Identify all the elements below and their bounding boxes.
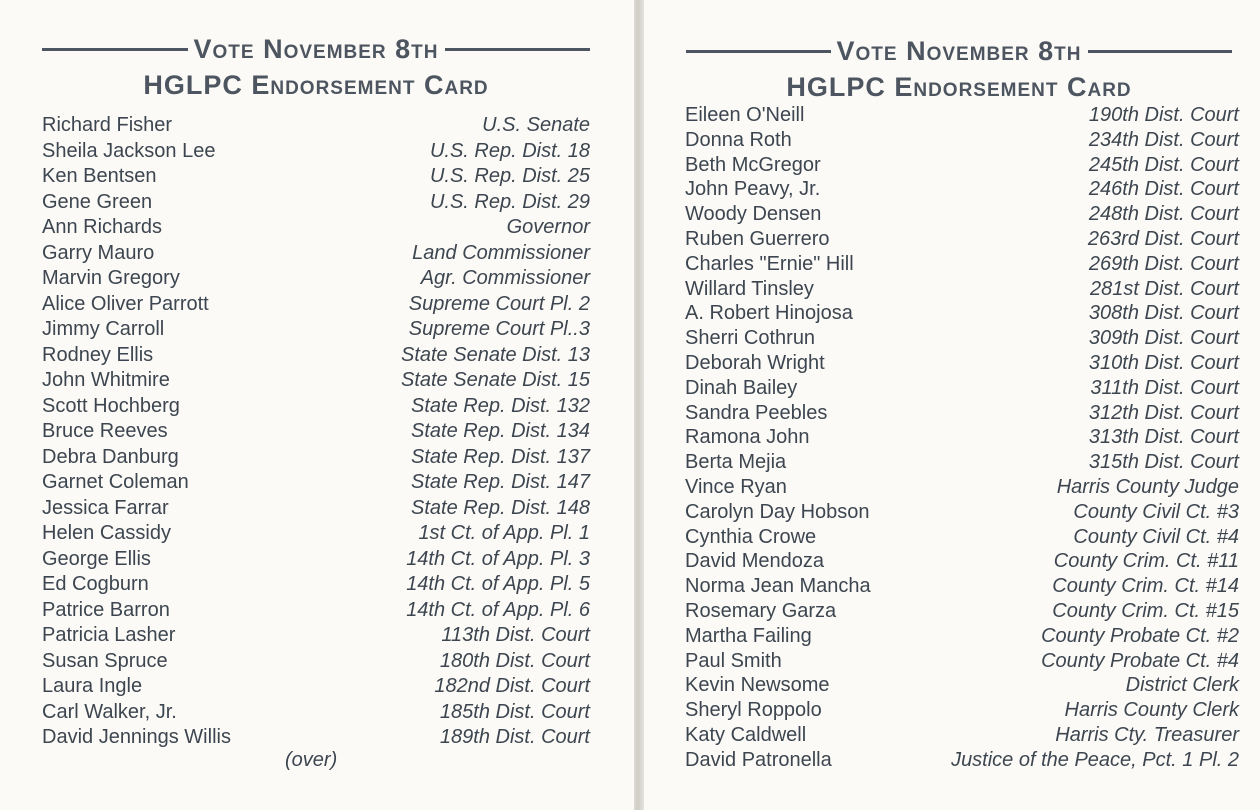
candidate-name: Willard Tinsley (685, 277, 814, 300)
candidate-name: Dinah Bailey (685, 376, 798, 399)
candidate-name: Berta Mejia (685, 451, 787, 474)
candidate-name: Beth McGregor (685, 153, 821, 176)
office-title: 14th Ct. of App. Pl. 5 (406, 573, 590, 595)
office-title: 189th Dist. Court (439, 726, 590, 748)
endorsement-row (685, 450, 1239, 475)
office-title: 234th Dist. Court (1088, 128, 1239, 151)
candidate-name: Gene Green (42, 190, 153, 213)
endorsement-row (42, 725, 590, 751)
card-title: HGLPC Endorsement Card (786, 72, 1132, 102)
candidate-name: Sheryl Roppolo (685, 699, 822, 722)
office-title: 185th Dist. Court (439, 700, 590, 723)
candidate-name: Eileen O'Neill (685, 104, 805, 126)
endorsement-row (685, 277, 1239, 302)
candidate-name: David Jennings Willis (42, 726, 231, 748)
endorsement-row (42, 623, 590, 649)
candidate-name: Martha Failing (685, 624, 812, 647)
candidate-name: Rosemary Garza (685, 599, 837, 622)
endorsement-row (685, 574, 1239, 599)
endorsement-row (685, 500, 1239, 525)
vote-date-text: Vote November 8th (836, 36, 1082, 66)
endorsement-row (42, 139, 590, 165)
endorsement-row (42, 266, 590, 292)
candidate-name: Paul Smith (685, 649, 782, 672)
candidate-name: Alice Oliver Parrott (42, 292, 209, 315)
endorsement-row (42, 674, 590, 700)
endorsement-row (42, 496, 590, 522)
candidate-name: Charles "Ernie" Hill (685, 252, 854, 275)
office-title: County Civil Ct. #4 (1073, 525, 1239, 548)
endorsement-row (685, 698, 1239, 723)
header-rule-right (445, 48, 591, 51)
endorsement-row (42, 547, 590, 573)
endorsement-row (685, 401, 1239, 426)
endorsement-row (685, 723, 1239, 748)
office-title: State Rep. Dist. 137 (411, 445, 590, 468)
office-title: Harris Cty. Treasurer (1055, 723, 1239, 746)
endorsement-list (42, 113, 590, 751)
card-header-vote-date (686, 36, 1232, 67)
office-title: U.S. Senate (482, 114, 590, 136)
candidate-name: Cynthia Crowe (685, 525, 817, 548)
office-title: 1st Ct. of App. Pl. 1 (418, 522, 590, 544)
office-title: County Probate Ct. #4 (1041, 649, 1239, 672)
office-title: County Crim. Ct. #15 (1052, 599, 1239, 622)
endorsement-row (685, 376, 1239, 401)
endorsement-row (685, 475, 1239, 500)
office-title: 14th Ct. of App. Pl. 3 (406, 547, 590, 570)
office-title: 281st Dist. Court (1090, 277, 1239, 300)
office-title: 14th Ct. of App. Pl. 6 (406, 598, 590, 621)
office-title: Supreme Court Pl. 2 (408, 292, 590, 315)
office-title: County Crim. Ct. #11 (1053, 550, 1239, 573)
candidate-name: Deborah Wright (685, 351, 825, 374)
candidate-name: Kevin Newsome (685, 674, 830, 697)
office-title: Land Commissioner (412, 241, 590, 264)
office-title: 313th Dist. Court (1088, 426, 1239, 449)
candidate-name: Sandra Peebles (685, 401, 828, 424)
office-title: 312th Dist. Court (1088, 401, 1239, 424)
endorsement-row (685, 649, 1239, 674)
candidate-name: Ed Cogburn (42, 573, 149, 595)
candidate-name: Jessica Farrar (42, 496, 169, 519)
candidate-name: Ken Bentsen (42, 165, 157, 187)
candidate-name: Patricia Lasher (42, 624, 176, 646)
office-title: Agr. Commissioner (420, 267, 590, 289)
candidate-name: David Mendoza (685, 550, 824, 573)
endorsement-row (42, 445, 590, 471)
office-title: State Senate Dist. 15 (400, 369, 590, 391)
office-title: 113th Dist. Court (441, 624, 590, 646)
office-title: 248th Dist. Court (1088, 203, 1239, 226)
candidate-name: Marvin Gregory (42, 267, 180, 289)
candidate-name: Laura Ingle (42, 675, 143, 697)
endorsement-row (685, 673, 1239, 698)
endorsement-list (685, 103, 1239, 773)
candidate-name: Scott Hochberg (42, 394, 180, 417)
header-rule-left (686, 50, 831, 53)
office-title: 246th Dist. Court (1088, 178, 1239, 201)
candidate-name: Debra Danburg (42, 445, 179, 468)
candidate-name: John Peavy, Jr. (685, 178, 821, 201)
candidate-name: John Whitmire (42, 369, 170, 391)
candidate-name: Donna Roth (685, 128, 792, 151)
endorsement-row (685, 128, 1239, 153)
endorsement-row (42, 649, 590, 675)
endorsement-row (685, 177, 1239, 202)
candidate-name: Garry Mauro (42, 241, 155, 264)
office-title: U.S. Rep. Dist. 25 (429, 165, 590, 187)
office-title: U.S. Rep. Dist. 29 (429, 190, 590, 213)
office-title: 308th Dist. Court (1088, 302, 1239, 325)
endorsement-row (42, 700, 590, 726)
office-title: District Clerk (1125, 674, 1239, 697)
office-title: State Rep. Dist. 134 (411, 420, 590, 442)
candidate-name: Susan Spruce (42, 649, 168, 672)
endorsement-row (685, 599, 1239, 624)
header-rule-right (1088, 50, 1233, 53)
candidate-name: Helen Cassidy (42, 522, 171, 544)
candidate-name: Ramona John (685, 426, 810, 449)
office-title: 269th Dist. Court (1088, 252, 1239, 275)
endorsement-row (42, 292, 590, 318)
endorsement-row (42, 470, 590, 496)
endorsement-row (42, 419, 590, 445)
candidate-name: A. Robert Hinojosa (685, 302, 853, 325)
office-title: Justice of the Peace, Pct. 1 Pl. 2 (951, 748, 1239, 771)
endorsement-row (685, 301, 1239, 326)
office-title: 311th Dist. Court (1090, 376, 1239, 399)
candidate-name: Rodney Ellis (42, 343, 154, 366)
office-title: Harris County Clerk (1064, 699, 1239, 722)
endorsement-row (42, 343, 590, 369)
candidate-name: Woody Densen (685, 203, 822, 226)
office-title: County Civil Ct. #3 (1073, 500, 1239, 523)
endorsement-row (42, 241, 590, 267)
endorsement-row (685, 351, 1239, 376)
candidate-name: Ruben Guerrero (685, 227, 830, 250)
endorsement-row (685, 624, 1239, 649)
candidate-name: David Patronella (685, 748, 832, 771)
office-title: State Senate Dist. 13 (400, 343, 590, 366)
candidate-name: Jimmy Carroll (42, 318, 165, 340)
office-title: County Probate Ct. #2 (1041, 624, 1239, 647)
candidate-name: Garnet Coleman (42, 471, 189, 493)
endorsement-row (685, 549, 1239, 574)
office-title: 310th Dist. Court (1088, 351, 1239, 374)
candidate-name: Bruce Reeves (42, 420, 168, 442)
candidate-name: Carolyn Day Hobson (685, 500, 870, 523)
office-title: 309th Dist. Court (1088, 327, 1239, 350)
candidate-name: Richard Fisher (42, 114, 173, 136)
endorsement-row (42, 598, 590, 624)
card-fold (634, 0, 644, 810)
endorsement-row (42, 164, 590, 190)
endorsement-row (42, 368, 590, 394)
endorsement-row (685, 425, 1239, 450)
card-title: HGLPC Endorsement Card (143, 70, 489, 100)
candidate-name: Vince Ryan (685, 475, 787, 498)
office-title: 315th Dist. Court (1088, 451, 1239, 474)
office-title: Harris County Judge (1056, 475, 1239, 498)
office-title: State Rep. Dist. 132 (411, 394, 590, 417)
office-title: 263rd Dist. Court (1087, 227, 1239, 250)
endorsement-row (42, 521, 590, 547)
candidate-name: George Ellis (42, 547, 151, 570)
office-title: Governor (506, 216, 590, 238)
office-title: Supreme Court Pl..3 (408, 318, 590, 340)
vote-date-text: Vote November 8th (193, 34, 439, 64)
endorsement-card-back (644, 0, 1260, 810)
office-title: State Rep. Dist. 148 (411, 496, 590, 519)
endorsement-row (685, 153, 1239, 178)
office-title: State Rep. Dist. 147 (411, 471, 590, 493)
endorsement-row (42, 394, 590, 420)
office-title: County Crim. Ct. #14 (1052, 575, 1239, 598)
endorsement-row (42, 190, 590, 216)
office-title: 190th Dist. Court (1088, 104, 1239, 126)
endorsement-row (685, 227, 1239, 252)
candidate-name: Sherri Cothrun (685, 327, 816, 350)
over-note: (over) (285, 749, 338, 771)
endorsement-row (685, 525, 1239, 550)
candidate-name: Norma Jean Mancha (685, 575, 871, 598)
office-title: U.S. Rep. Dist. 18 (429, 139, 590, 162)
office-title: 180th Dist. Court (439, 649, 590, 672)
endorsement-row (685, 202, 1239, 227)
header-rule-left (42, 48, 188, 51)
endorsement-row (42, 572, 590, 598)
candidate-name: Sheila Jackson Lee (42, 139, 216, 162)
endorsement-row (42, 317, 590, 343)
candidate-name: Katy Caldwell (685, 723, 807, 746)
endorsement-row (685, 326, 1239, 351)
endorsement-row (42, 215, 590, 241)
candidate-name: Ann Richards (42, 216, 163, 238)
endorsement-row (685, 748, 1239, 773)
candidate-name: Patrice Barron (42, 598, 170, 621)
endorsement-row (42, 113, 590, 139)
candidate-name: Carl Walker, Jr. (42, 700, 177, 723)
endorsement-row (685, 103, 1239, 128)
card-header-vote-date (42, 34, 590, 65)
office-title: 182nd Dist. Court (434, 675, 590, 697)
endorsement-row (685, 252, 1239, 277)
office-title: 245th Dist. Court (1088, 153, 1239, 176)
